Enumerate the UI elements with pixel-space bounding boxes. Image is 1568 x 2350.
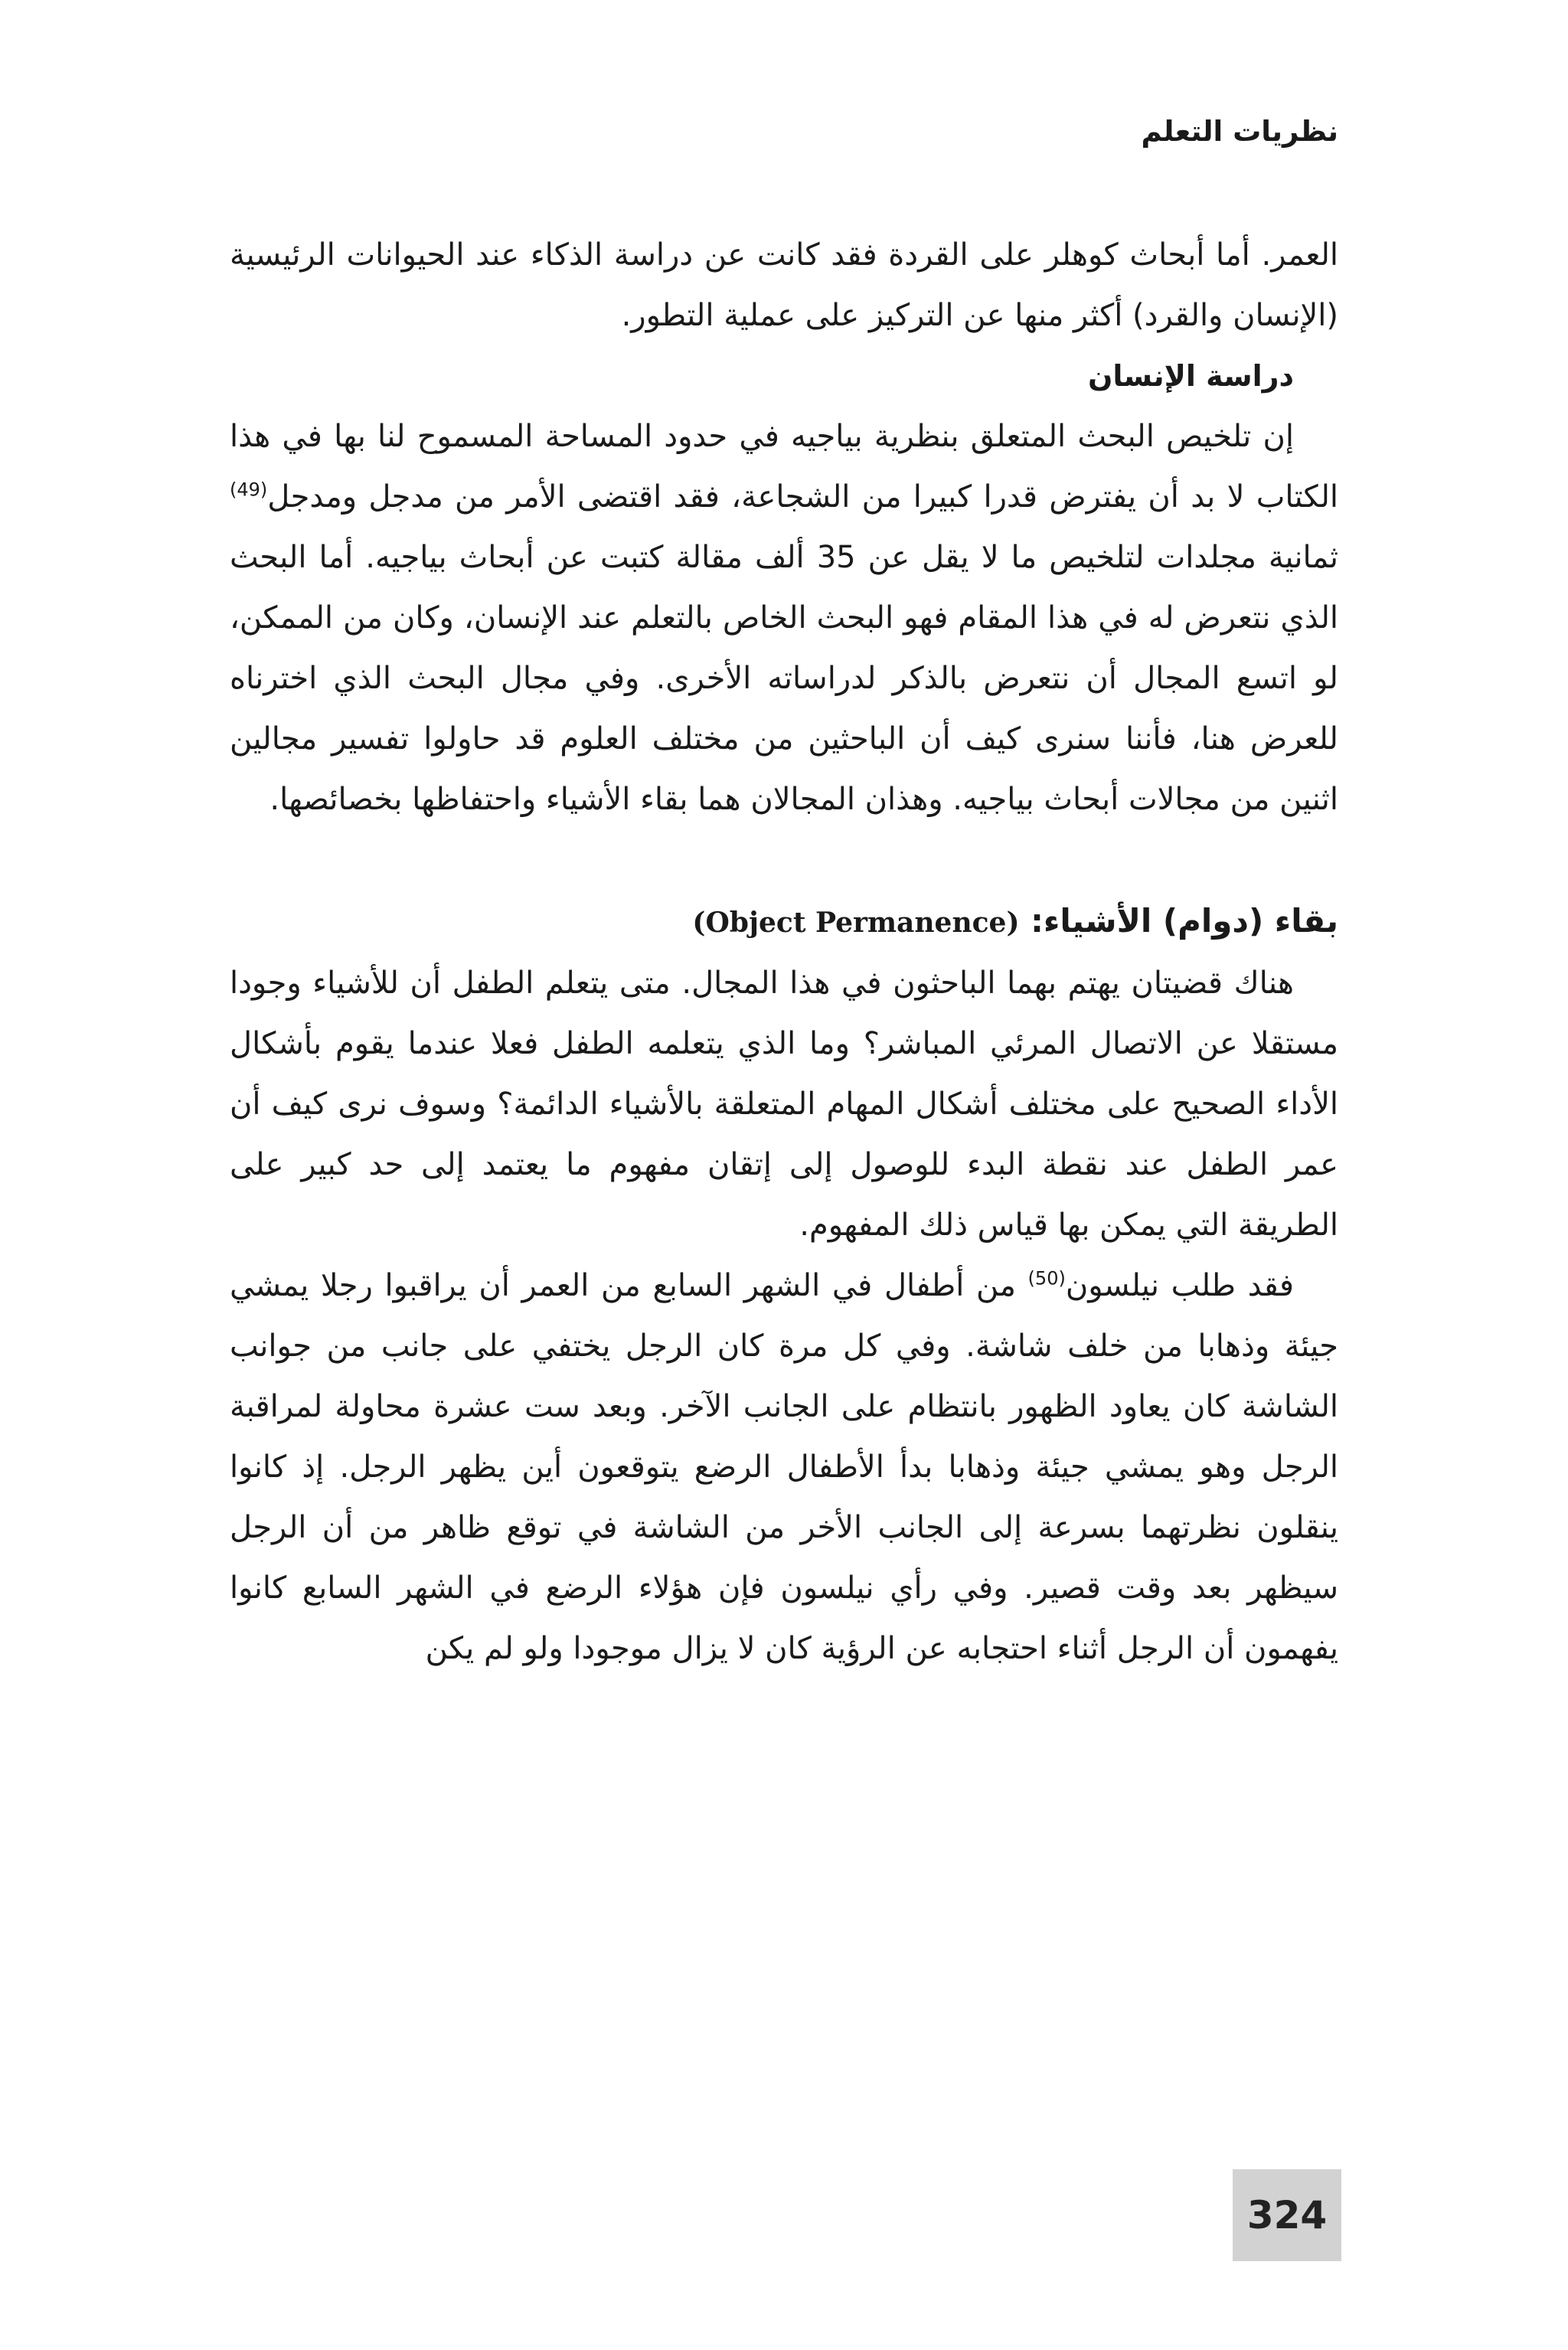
body-text [230,225,1338,1679]
running-header: نظريات التعلم [1141,115,1338,148]
paragraph-4-part-1: فقد طلب نيلسون [1065,1268,1294,1303]
reference-50: (50) [1027,1267,1066,1289]
paragraph-2 [230,407,1338,830]
reference-49: (49) [230,479,268,501]
paragraph-1: العمر. أما أبحاث كوهلر على القردة فقد كانت عن دراسة الذكاء عند الحيوانات الرئيسية (الإنسان والقرد) أكثر منها عن التركيز على عملية التطور. [230,237,1338,333]
paragraph-2-part-1: إن تلخيص البحث المتعلق بنظرية بياجيه في حدود المساحة المسموح لنا بها في هذا الكتاب لا بد أن يفترض قدرا كبيرا من الشجاعة، فقد اقتضى الأمر من مدجل ومدجل [230,419,1338,515]
paragraph-3: هناك قضيتان يهتم بهما الباحثون في هذا المجال. متى يتعلم الطفل أن للأشياء وجودا مستقلا عن الاتصال المرئي المباشر؟ وما الذي يتعلمه الطفل فعلا عندما يقوم بأشكال الأداء الصحيح على مختلف أشكال المهام المتعلقة بالأشياء الدائمة؟ وسوف نرى كيف أن عمر الطفل عند نقطة البدء للوصول إلى إتقان مفهوم ما يعتمد إلى حد كبير على الطريقة التي يمكن بها قياس ذلك المفهوم. [230,966,1338,1243]
subheading-human-study: دراسة الإنسان [1087,359,1294,393]
paragraph-2-part-2: ثمانية مجلدات لتلخيص ما لا يقل عن 35 ألف مقالة كتبت عن أبحاث بياجيه. أما البحث الذي نتعرض له في هذا المقام فهو البحث الخاص بالتعلم عند الإنسان، وكان من الممكن، لو اتسع المجال أن نتعرض بالذكر لدراساته الأخرى. وفي مجال البحث الذي اخترناه للعرض هنا، فأننا سنرى كيف أن الباحثين من مختلف العلوم قد حاولوا تفسير مجالين اثنين من مجالات أبحاث بياجيه. وهذان المجالان هما بقاء الأشياء واحتفاظها بخصائصها. [230,540,1338,817]
page-number: 324 [1246,2193,1328,2237]
paragraph-4-part-2: من أطفال في الشهر السابع من العمر أن يراقبوا رجلا يمشي جيئة وذهابا من خلف شاشة. وفي كل مرة كان الرجل يختفي على جانب من جوانب الشاشة كان يعاود الظهور بانتظام على الجانب الآخر. وبعد ست عشرة محاولة لمراقبة الرجل وهو يمشي جيئة وذهابا بدأ الأطفال الرضع يتوقعون أين يظهر الرجل. إذ كانوا ينقلون نظرتهما بسرعة إلى الجانب الأخر من الشاشة في توقع ظاهر من أن الرجل سيظهر بعد وقت قصير. وفي رأي نيلسون فإن هؤلاء الرضع في الشهر السابع كانوا يفهمون أن الرجل أثناء احتجابه عن الرؤية كان لا يزال موجودا ولو لم يكن [230,1268,1338,1666]
section-heading [230,891,1338,953]
section-heading-arabic: بقاء (دوام) الأشياء: [1031,902,1338,940]
paragraph-4 [230,1256,1338,1679]
page-number-box [1233,2169,1341,2261]
section-heading-english: (Object Permanence) [692,907,1020,939]
